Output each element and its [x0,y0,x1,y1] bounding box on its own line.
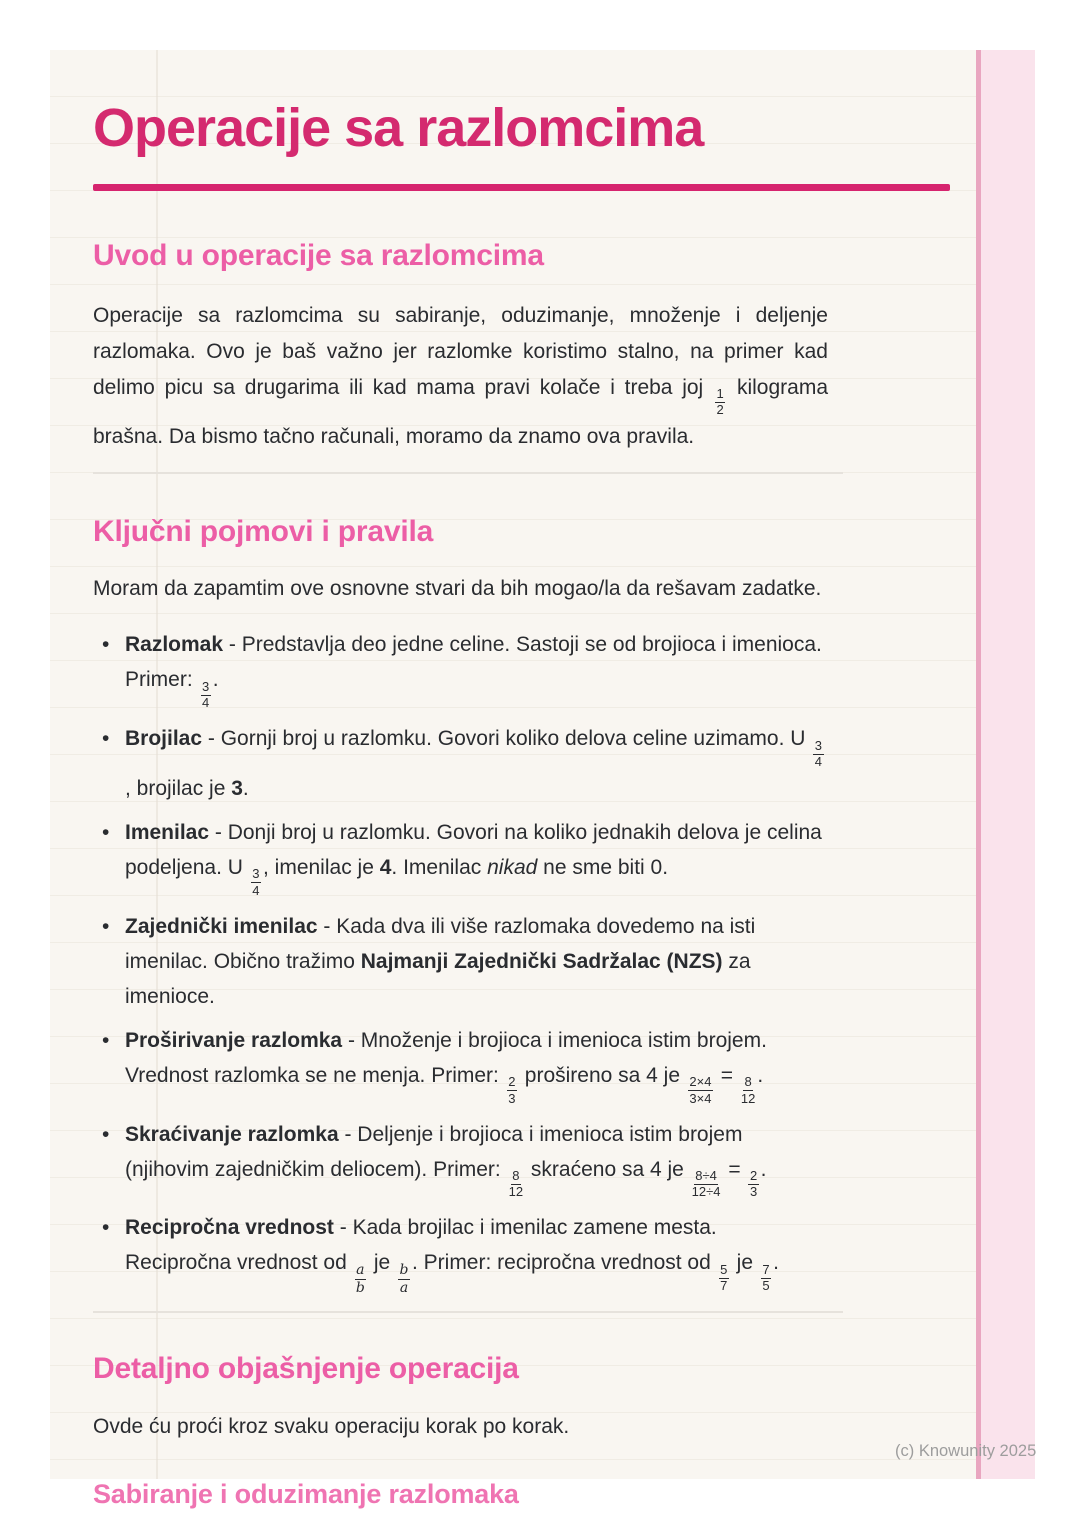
list-item-zajednicki-imenilac: • Zajednički imenilac - Kada dva ili više razlomaka dovedemo na isti imenilac. Obično tražimo Najmanji Zajednički Sadržalac (NZS) za imenioce. [93,909,828,1014]
fraction: $\frac{b}{a}$ [399,1262,409,1296]
fraction: $\frac{7}{5}$ [762,1261,770,1294]
fraction: $\frac{a}{b}$ [355,1262,365,1296]
fraction: $\frac{3}{4}$ [202,678,210,711]
title-underline-rule [93,184,950,191]
accent-band [976,50,1035,1479]
fraction: $\frac{8}{12}$ [740,1074,756,1106]
document-content [93,50,1003,1510]
document-page [50,50,1037,1509]
section-heading-uvod: Uvod u operacije sa razlomcima [93,238,544,272]
intro-paragraph: Operacije sa razlomcima su sabiranje, oduzimanje, množenje i deljenje razlomaka. Ovo je baš važno jer razlomke koristimo stalno, na primer kad delimo picu sa drugarima ili kad mama pravi kolače i treba joj $\frac{1}{2}$ kilograma brašna. Da bismo tačno računali, moramo da znamo ova pravila. [93,303,828,449]
fraction: $\frac{3}{4}$ [814,737,822,770]
copyright-note: (c) Knowunity 2025 [895,1442,1037,1460]
section-divider-2 [93,1311,843,1313]
list-item-razlomak: • Razlomak - Predstavlja deo jedne celine. Sastoji se od brojioca i imenioca. Primer: $\frac{3}{4}$ . [93,627,828,712]
list-item-prosirivanje: • Proširivanje razlomka - Množenje i brojioca i imenioca istim brojem. Vrednost razlomka se ne menja. Primer: $\frac{2}{3}$ prošireno sa 4 je $\frac{2\times 4}{3\times 4}$ = $\frac{8}{12}$ . [93,1023,828,1108]
list-item-brojilac: • Brojilac - Gornji broj u razlomku. Govori koliko delova celine uzimamo. U $\frac{3}{4}$ , brojilac je 3. [93,721,828,806]
terms-intro-paragraph: Moram da zapamtim ove osnovne stvari da bih mogao/la da rešavam zadatke. [93,577,822,601]
fraction: $\frac{3}{4}$ [252,866,260,898]
subsection-heading-sabiranje: Sabiranje i oduzimanje razlomaka [93,1478,519,1509]
fraction: $\frac{8}{12}$ [508,1167,524,1200]
fraction: $\frac{2}{3}$ [749,1167,758,1200]
fraction: $\frac{5}{7}$ [720,1261,728,1294]
section-heading-kljucni-pojmovi: Ključni pojmovi i pravila [93,515,434,549]
section-heading-detaljno: Detaljno objašnjenje operacija [93,1351,519,1385]
detail-intro-paragraph: Ovde ću proći kroz svaku operaciju korak po korak. [93,1414,570,1438]
fraction: $\frac{8\div 4}{12\div 4}$ [691,1167,721,1200]
list-item-reciprocna: • Recipročna vrednost - Kada brojilac i imenilac zamene mesta. Recipročna vrednost od $\frac{a}{b}$ je $\frac{b}{a}$ . Primer: recipročna vrednost od $\frac{5}{7}$ je $\frac{7}{5}$ . [93,1210,828,1297]
fraction: $\frac{1}{2}$ [716,385,724,418]
fraction: $\frac{2}{3}$ [508,1074,516,1106]
list-item-skracivanje: • Skraćivanje razlomka - Deljenje i brojioca i imenioca istim brojem (njihovim zajedničkim deliocem). Primer: $\frac{8}{12}$ skraćeno sa 4 je $\frac{8\div 4}{12\div 4}$ = $\frac{2}{3}$ . [93,1117,828,1202]
fraction: $\frac{2\times 4}{3\times 4}$ [689,1074,712,1106]
list-item-imenilac: • Imenilac - Donji broj u razlomku. Govori na koliko jednakih delova je celina podeljena. U $\frac{3}{4}$ , imenilac je 4. Imenilac nikad ne sme biti 0. [93,815,828,900]
section-divider-1 [93,472,843,474]
terms-list [93,627,828,1297]
page-title: Operacije sa razlomcima [93,98,704,158]
